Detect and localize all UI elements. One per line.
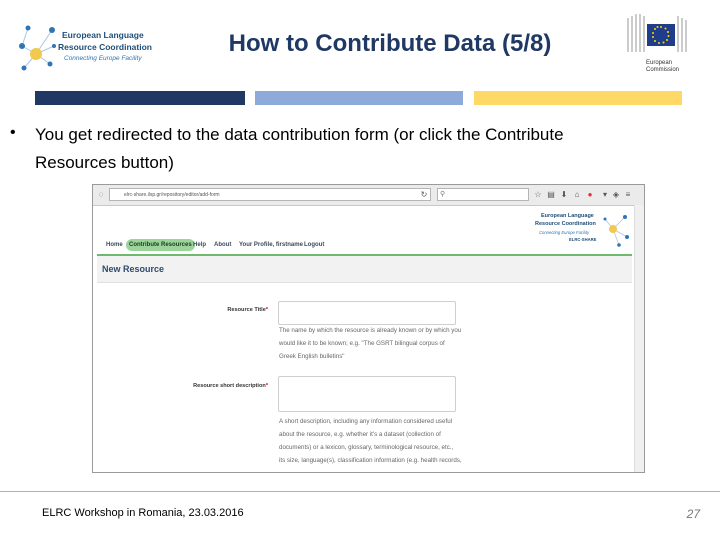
- page-scrollbar[interactable]: [634, 205, 644, 472]
- refresh-icon[interactable]: ↻: [420, 190, 428, 199]
- nav-about[interactable]: About: [214, 242, 232, 248]
- bullet-line-2: Resources button): [35, 153, 174, 172]
- ec-line-1: European: [646, 60, 673, 66]
- nav-contribute-resources[interactable]: Contribute Resources: [126, 239, 195, 251]
- elrc-logo: [12, 16, 162, 78]
- url-text: elrc-share.ilsp.gr/repository/editor/add-form: [124, 192, 220, 198]
- bullet-line-1: You get redirected to the data contribution form (or click the Contribute: [35, 125, 564, 144]
- bullet-text: [35, 121, 675, 177]
- ec-line-2: Commission: [646, 67, 680, 73]
- logo-line-1: European Language: [62, 30, 144, 40]
- logo-line-2: Resource Coordination: [58, 42, 152, 52]
- resource-title-help-1: The name by which the resource is already known or by which you: [279, 327, 462, 334]
- short-description-help-4: its size, language(s), classification information (e.g. health records,: [279, 457, 462, 464]
- logo-tagline: Connecting Europe Facility: [64, 55, 142, 62]
- url-bar[interactable]: [109, 188, 431, 201]
- resource-title-help-3: Greek English bulletins": [279, 353, 345, 360]
- short-description-label-text: Resource short description: [193, 383, 266, 389]
- short-description-help-2: about the resource, e.g. whether it's a dataset (collection of: [279, 431, 441, 438]
- star-icon[interactable]: ☆: [534, 190, 542, 199]
- ec-building-icon: [626, 12, 690, 58]
- footer-text: ELRC Workshop in Romania, 23.03.2016: [42, 507, 244, 519]
- shield-icon[interactable]: ◈: [612, 190, 620, 199]
- browser-screenshot: [92, 184, 645, 473]
- short-description-label: [173, 383, 268, 389]
- site-nav: [93, 235, 644, 253]
- globe-icon: ◌: [98, 190, 104, 199]
- nav-logout[interactable]: Logout: [304, 242, 325, 248]
- menu-arrow-icon[interactable]: ▾: [602, 190, 607, 199]
- search-icon: ⚲: [440, 191, 446, 198]
- accent-bar-light-blue: [255, 91, 463, 105]
- resource-title-input[interactable]: [278, 301, 456, 325]
- accent-bar-yellow: [474, 91, 682, 105]
- bookmarks-icon[interactable]: ▤: [547, 190, 555, 199]
- required-mark: *: [265, 307, 268, 313]
- slide-title: How to Contribute Data (5/8): [228, 30, 552, 57]
- inner-logo-line-2: Resource Coordination: [535, 221, 596, 227]
- short-description-textarea[interactable]: [278, 376, 456, 412]
- short-description-help-1: A short description, including any information considered useful: [279, 418, 453, 425]
- required-mark: *: [265, 383, 268, 389]
- nav-home[interactable]: Home: [106, 242, 123, 248]
- footer-divider: [0, 491, 720, 492]
- page-number: 27: [686, 507, 700, 521]
- home-icon[interactable]: ⌂: [574, 190, 580, 199]
- page-heading: New Resource: [102, 264, 165, 274]
- browser-search-box[interactable]: [437, 188, 529, 201]
- resource-title-help-2: would like it to be known; e.g. "The GSRT bilingual corpus of: [279, 340, 445, 347]
- inner-logo-tagline: Connecting Europe Facility: [539, 230, 590, 235]
- resource-title-label: [183, 307, 268, 313]
- bullet-marker: •: [10, 124, 16, 141]
- inner-logo-line-1: European Language: [541, 213, 594, 219]
- european-commission-logo: [626, 12, 690, 76]
- nav-help[interactable]: Help: [193, 242, 207, 248]
- browser-toolbar: [93, 185, 644, 206]
- page-heading-bar: [97, 256, 632, 283]
- nav-your-profile[interactable]: Your Profile, firstname: [239, 242, 303, 248]
- inner-logo-share: ELRC-SHARE: [569, 237, 597, 242]
- download-icon[interactable]: ⬇: [560, 190, 568, 199]
- hamburger-menu-icon[interactable]: ≡: [625, 190, 631, 199]
- addon-icon[interactable]: ●: [587, 190, 593, 199]
- accent-bar-dark-blue: [35, 91, 245, 105]
- resource-title-label-text: Resource Title: [227, 307, 266, 313]
- short-description-help-3: documents) or a lexicon, glossary, terminological resource, etc.,: [279, 444, 454, 451]
